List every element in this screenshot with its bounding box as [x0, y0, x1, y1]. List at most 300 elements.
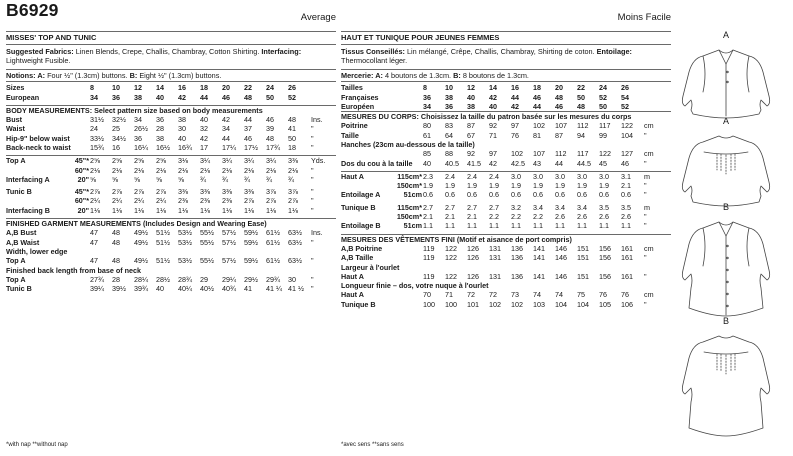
value-cell: 40½ [200, 284, 215, 294]
value-cell: 2.7 [467, 202, 477, 212]
value-cell: 3.1 [621, 171, 643, 181]
value-cell: 47 [90, 237, 99, 247]
value-cell: 2⅛ [156, 165, 167, 175]
section-title-row [6, 105, 336, 115]
value-cell: 2⅜ [200, 196, 211, 206]
value-cell: 52 [621, 101, 629, 111]
value-cell: 8 [90, 83, 95, 93]
value-cell: 2.6 [621, 212, 631, 222]
value-cell: 3.4 [577, 202, 587, 212]
value-cell: 2.4 [489, 171, 511, 181]
value-cell: 1⅛ [222, 205, 233, 215]
row-label [341, 212, 393, 221]
unit-cell: " [644, 130, 647, 140]
value-cell: 1.9 [467, 181, 477, 191]
value-cell: 24 [599, 83, 607, 93]
finished-title: FINISHED GARMENT MEASUREMENTS (Includes Design and Wearing Ease) [6, 219, 267, 229]
value-cell: 43 [533, 158, 541, 168]
value-cell: 48 [112, 228, 121, 238]
value-cell: 85 [423, 149, 431, 159]
value-cell: 87 [467, 121, 475, 131]
value-cell: 1.9 [511, 181, 521, 191]
value-cell: 127 [621, 149, 633, 159]
notions-b-label: B: [129, 70, 138, 80]
table-row [6, 284, 336, 293]
value-cell: 2⅜ [178, 196, 189, 206]
unit-cell: " [644, 221, 647, 231]
value-cell: 1.1 [599, 221, 609, 231]
value-cell: 52 [599, 92, 607, 102]
value-cell: 44 [200, 92, 209, 102]
value-cell: 34 [134, 115, 143, 125]
value-cell: 161 [621, 271, 633, 281]
value-cell: 71 [489, 130, 497, 140]
value-cell: 2⅞ [90, 187, 101, 197]
value-cell: 63½ [288, 228, 303, 238]
value-cell: 126 [467, 243, 479, 253]
value-cell: 2.7 [489, 202, 499, 212]
value-cell: 30 [288, 274, 297, 284]
body-title: MESURES DU CORPS: [341, 112, 421, 122]
value-cell: 97 [511, 121, 519, 131]
value-cell: 1⅛ [90, 205, 101, 215]
value-cell: 92 [467, 149, 475, 159]
value-cell: 1.9 [423, 181, 433, 191]
value-cell: 41 ½ [288, 284, 305, 294]
value-cell: 80 [423, 121, 431, 131]
table-row [6, 238, 336, 247]
value-cell: 29 [200, 274, 209, 284]
row-sublabel: 115cm* [393, 171, 423, 181]
value-cell: ¾ [288, 174, 295, 184]
value-cell: 55½ [200, 228, 215, 238]
value-cell: ¾ [200, 174, 207, 184]
view-letter: A [722, 30, 729, 40]
table-row [341, 190, 671, 199]
unit-cell: Yds. [310, 156, 336, 166]
value-cell: 46 [244, 133, 253, 143]
row-label: Entoilage B [341, 221, 381, 231]
row-label: Haut A [341, 171, 393, 181]
row-sublabel: 45"* [74, 187, 90, 197]
row-label [341, 181, 393, 190]
length-title: Longueur finie – dos, votre nuque à l'ourlet [341, 281, 489, 291]
view-letter: A [722, 116, 729, 126]
value-cell: 2.2 [511, 212, 521, 222]
value-cell: 30 [178, 124, 187, 134]
value-cell: 48 [112, 237, 121, 247]
row-label: Top A [6, 256, 26, 266]
value-cell: 119 [423, 253, 435, 263]
section-title [341, 140, 671, 149]
row-label: Entoilage A [341, 190, 381, 200]
value-cell: 3.0 [511, 171, 533, 181]
value-cell: 44 [244, 115, 253, 125]
value-cell: 119 [423, 271, 435, 281]
value-cell: 72 [489, 290, 497, 300]
divider [6, 44, 336, 45]
section-title [6, 266, 336, 275]
value-cell: 2.1 [621, 181, 631, 191]
table-row [341, 244, 671, 253]
footnote-fr: *avec sens **sans sens [341, 442, 404, 448]
unit-cell: " [311, 274, 314, 284]
value-cell: 51½ [156, 228, 171, 238]
value-cell: 156 [599, 243, 611, 253]
divider [341, 44, 671, 45]
value-cell: 44 [555, 158, 563, 168]
value-cell: 2⅛ [112, 165, 123, 175]
value-cell: 103 [533, 299, 545, 309]
french-column [341, 0, 671, 309]
section-title-row [341, 112, 671, 122]
value-cell: 136 [511, 271, 523, 281]
value-cell: 46 [555, 101, 563, 111]
garment-title-en: MISSES' TOP AND TUNIC [6, 33, 97, 42]
unit-cell: m [644, 202, 650, 212]
value-cell: 2⅞ [156, 187, 167, 197]
value-cell: 17¼ [222, 143, 237, 152]
english-column [6, 0, 336, 293]
body-title: BODY MEASUREMENTS: [6, 105, 95, 115]
value-cell: 50 [599, 101, 607, 111]
value-cell: 16½ [156, 143, 171, 152]
section-title [341, 263, 671, 272]
unit-cell [643, 83, 671, 92]
interfacing-label: Entoilage: [596, 47, 632, 56]
value-cell: 2.6 [555, 212, 565, 222]
row-label: Tunic B [6, 187, 32, 197]
section-title-row [6, 266, 336, 275]
value-cell: 104 [621, 130, 633, 140]
value-cell: 28 [156, 124, 165, 134]
value-cell: 20 [222, 83, 231, 93]
value-cell: 55½ [200, 256, 215, 266]
value-cell: 2⅜ [222, 196, 233, 206]
table-row [341, 131, 671, 140]
fabrics-text: Lin mélangé, Crêpe, Challis, Chambray, Shirting de coton. [406, 47, 595, 56]
value-cell: 41 [288, 124, 297, 134]
unit-cell: " [644, 299, 647, 309]
value-cell: 26½ [134, 124, 149, 134]
unit-cell: cm [644, 243, 654, 253]
value-cell: 38 [445, 92, 453, 102]
value-cell: 141 [533, 253, 545, 263]
value-cell: 46 [533, 92, 541, 102]
table-row [341, 83, 671, 92]
value-cell: 34½ [112, 133, 127, 143]
value-cell: 105 [599, 299, 611, 309]
value-cell: 3⅜ [288, 156, 310, 166]
row-label: Waist [6, 124, 25, 134]
value-cell: 83 [445, 121, 453, 131]
value-cell: 41 [244, 284, 253, 294]
value-cell: 48 [244, 92, 253, 102]
length-title: Finished back length from base of neck [6, 265, 141, 275]
size-chart-fr [341, 83, 671, 309]
table-row [6, 187, 336, 196]
value-cell: 2.7 [445, 202, 455, 212]
table-row [341, 300, 671, 309]
value-cell: 76 [511, 130, 519, 140]
value-cell: 3⅞ [266, 187, 277, 197]
garment-sketches [671, 30, 791, 456]
value-cell: 161 [621, 243, 633, 253]
value-cell: ⅝ [134, 174, 141, 184]
value-cell: 15¾ [90, 143, 105, 152]
value-cell: 102 [511, 149, 523, 159]
value-cell: 39½ [112, 284, 127, 294]
value-cell: 141 [533, 271, 545, 281]
value-cell: ¾ [244, 174, 251, 184]
notions-en [6, 71, 336, 80]
row-sublabel: 150cm* [396, 212, 422, 222]
value-cell: 53½ [178, 256, 193, 266]
value-cell: 81 [533, 130, 541, 140]
unit-cell: cm [644, 290, 654, 300]
value-cell: 0.6 [621, 190, 631, 200]
value-cell: 63½ [288, 256, 303, 266]
value-cell: 2¼ [156, 196, 167, 206]
value-cell: 1.9 [533, 181, 543, 191]
value-cell: 0.6 [577, 190, 587, 200]
value-cell: 34 [90, 92, 99, 102]
notions-a: Four ½" (1.3cm) buttons. [47, 70, 128, 80]
row-sublabel: 20" [77, 174, 90, 184]
value-cell: 40 [178, 133, 187, 143]
unit-cell: " [311, 237, 314, 247]
value-cell: 34 [222, 124, 231, 134]
row-label: Hip-9" below waist [6, 133, 70, 143]
value-cell: 2⅛ [266, 165, 277, 175]
value-cell: 2.4 [467, 171, 489, 181]
table-row [341, 121, 671, 130]
fabrics-fr [341, 47, 671, 66]
value-cell: 1.1 [423, 221, 433, 231]
value-cell: 87 [555, 130, 563, 140]
value-cell: 27¾ [90, 274, 105, 284]
value-cell: 119 [423, 243, 435, 253]
value-cell: 71 [445, 290, 453, 300]
table-row [341, 290, 671, 299]
value-cell: ⅝ [90, 174, 97, 184]
value-cell: 59½ [244, 237, 259, 247]
value-cell: 1.9 [555, 181, 565, 191]
value-cell: 64 [445, 130, 453, 140]
row-label: Interfacing A [6, 174, 50, 184]
value-cell: 2⅞ [112, 187, 123, 197]
value-cell: 151 [577, 243, 589, 253]
notions-b: 8 boutons de 1.3cm. [462, 70, 529, 80]
unit-cell: " [644, 253, 647, 263]
value-cell: 2¼ [112, 196, 123, 206]
value-cell: 2.7 [423, 202, 433, 212]
value-cell: 1⅛ [134, 205, 145, 215]
section-title [341, 281, 671, 290]
value-cell: 1⅛ [112, 205, 123, 215]
value-cell: ¾ [222, 174, 229, 184]
table-row [341, 93, 671, 102]
value-cell: 126 [467, 271, 479, 281]
value-cell: 0.6 [467, 190, 477, 200]
section-title-row [341, 234, 671, 244]
value-cell: 40 [489, 101, 497, 111]
value-cell: 1.1 [621, 221, 631, 231]
unit-cell: " [311, 187, 314, 197]
value-cell: 44 [533, 101, 541, 111]
value-cell: 14 [156, 83, 165, 93]
value-cell: 94 [577, 130, 585, 140]
value-cell: 50 [266, 92, 275, 102]
row-label [341, 149, 423, 158]
row-label: A,B Waist [6, 237, 40, 247]
value-cell: 49½ [134, 237, 149, 247]
row-sublabel: 150cm* [396, 181, 422, 191]
table-row [6, 206, 336, 215]
value-cell: 10 [445, 83, 453, 93]
unit-cell: cm [644, 121, 654, 131]
fabrics-label: Tissus Conseillés: [341, 47, 405, 56]
value-cell: 112 [555, 149, 567, 159]
value-cell: 1.1 [511, 221, 521, 231]
value-cell: 38 [467, 101, 475, 111]
value-cell: 51½ [156, 237, 171, 247]
value-cell: 12 [467, 83, 475, 93]
row-sublabel: 51cm [403, 221, 422, 231]
value-cell: 25 [112, 124, 121, 134]
value-cell: 47 [90, 256, 99, 266]
value-cell: 36 [445, 101, 453, 111]
value-cell: 59½ [244, 256, 259, 266]
hip-title: Hanches (23cm au-dessous de la taille) [341, 140, 475, 149]
value-cell: 29¾ [266, 274, 281, 284]
value-cell: 48 [288, 115, 297, 125]
value-cell: 102 [511, 299, 523, 309]
value-cell: 97 [489, 149, 497, 159]
value-cell: 42.5 [511, 158, 525, 168]
value-cell: 49½ [134, 256, 149, 266]
table-row [341, 272, 671, 281]
table-row [6, 83, 336, 92]
value-cell: 50 [288, 133, 297, 143]
value-cell: 1⅛ [200, 205, 211, 215]
section-title-row [341, 281, 671, 290]
value-cell: 42 [200, 133, 209, 143]
unit-cell: " [311, 256, 314, 266]
value-cell: 48 [577, 101, 585, 111]
value-cell: 88 [445, 149, 453, 159]
value-cell: 41 ¼ [266, 284, 283, 294]
unit-cell: " [644, 158, 647, 168]
value-cell: 28 [112, 274, 121, 284]
value-cell: 1.9 [577, 181, 587, 191]
value-cell: 49½ [134, 228, 149, 238]
value-cell: 3.2 [511, 202, 521, 212]
divider [341, 31, 671, 32]
value-cell: 3¼ [244, 156, 266, 166]
row-label: Tunique B [341, 202, 376, 212]
value-cell: 29½ [244, 274, 259, 284]
row-label: Poitrine [341, 121, 368, 131]
value-cell: 2⅝ [134, 156, 156, 166]
section-title-row [341, 140, 671, 149]
table-row [6, 134, 336, 143]
value-cell: 2⅞ [244, 196, 255, 206]
value-cell: 1.1 [445, 221, 455, 231]
notions-label: Mercerie: A: [341, 70, 383, 80]
value-cell: 32½ [112, 115, 127, 125]
footnote-en: *with nap **without nap [6, 442, 68, 448]
value-cell: 146 [555, 253, 567, 263]
value-cell: 18 [200, 83, 209, 93]
value-cell: 73 [511, 290, 519, 300]
size-chart-en [6, 83, 336, 293]
row-label: Haut A [341, 290, 364, 300]
value-cell: 3⅞ [288, 187, 299, 197]
value-cell: 161 [621, 253, 633, 263]
value-cell: 0.6 [489, 190, 499, 200]
value-cell: 40 [423, 158, 431, 168]
value-cell: 2⅝ [112, 156, 134, 166]
top-a-front-sketch [682, 50, 769, 118]
fabrics-label: Suggested Fabrics: [6, 47, 74, 56]
value-cell: 122 [445, 253, 457, 263]
value-cell: 2⅞ [266, 196, 277, 206]
row-label: Tailles [341, 83, 363, 93]
unit-cell: Ins. [311, 228, 323, 238]
section-title-row [341, 263, 671, 272]
value-cell: 16¼ [134, 143, 149, 152]
view-letter: B [722, 202, 729, 212]
row-label: Européen [341, 101, 375, 111]
value-cell: 14 [489, 83, 497, 93]
section-title [6, 247, 336, 256]
value-cell: 122 [599, 149, 611, 159]
row-label [6, 166, 66, 175]
interfacing-text: Thermocollant léger. [341, 56, 408, 66]
value-cell: 100 [423, 299, 435, 309]
row-label: Top A [6, 156, 66, 166]
value-cell: 3⅜ [222, 187, 233, 197]
value-cell: 33½ [90, 133, 105, 143]
value-cell: 1.1 [577, 221, 587, 231]
row-sublabel: 45"* [66, 156, 90, 166]
value-cell: ¾ [266, 174, 273, 184]
value-cell: 76 [599, 290, 607, 300]
value-cell: 24 [266, 83, 275, 93]
value-cell: 1.9 [489, 181, 499, 191]
value-cell: 48 [112, 256, 121, 266]
value-cell: 63½ [288, 237, 303, 247]
value-cell: 38 [156, 133, 165, 143]
value-cell: 107 [533, 149, 545, 159]
value-cell: ⅝ [112, 174, 119, 184]
value-cell: 45 [599, 158, 607, 168]
value-cell: 22 [244, 83, 253, 93]
table-row [6, 124, 336, 133]
value-cell: 17¾ [266, 143, 281, 152]
fabrics-text: Linen Blends, Crepe, Challis, Chambray, Cotton Shirting. [75, 47, 260, 56]
row-label: Top A [6, 274, 26, 284]
divider [6, 31, 336, 32]
value-cell: 1.1 [533, 221, 543, 231]
value-cell: 2¼ [134, 196, 145, 206]
value-cell: 57½ [222, 237, 237, 247]
table-row [6, 228, 336, 237]
value-cell: 3¼ [266, 156, 288, 166]
value-cell: 3.5 [621, 202, 631, 212]
value-cell: 122 [445, 271, 457, 281]
